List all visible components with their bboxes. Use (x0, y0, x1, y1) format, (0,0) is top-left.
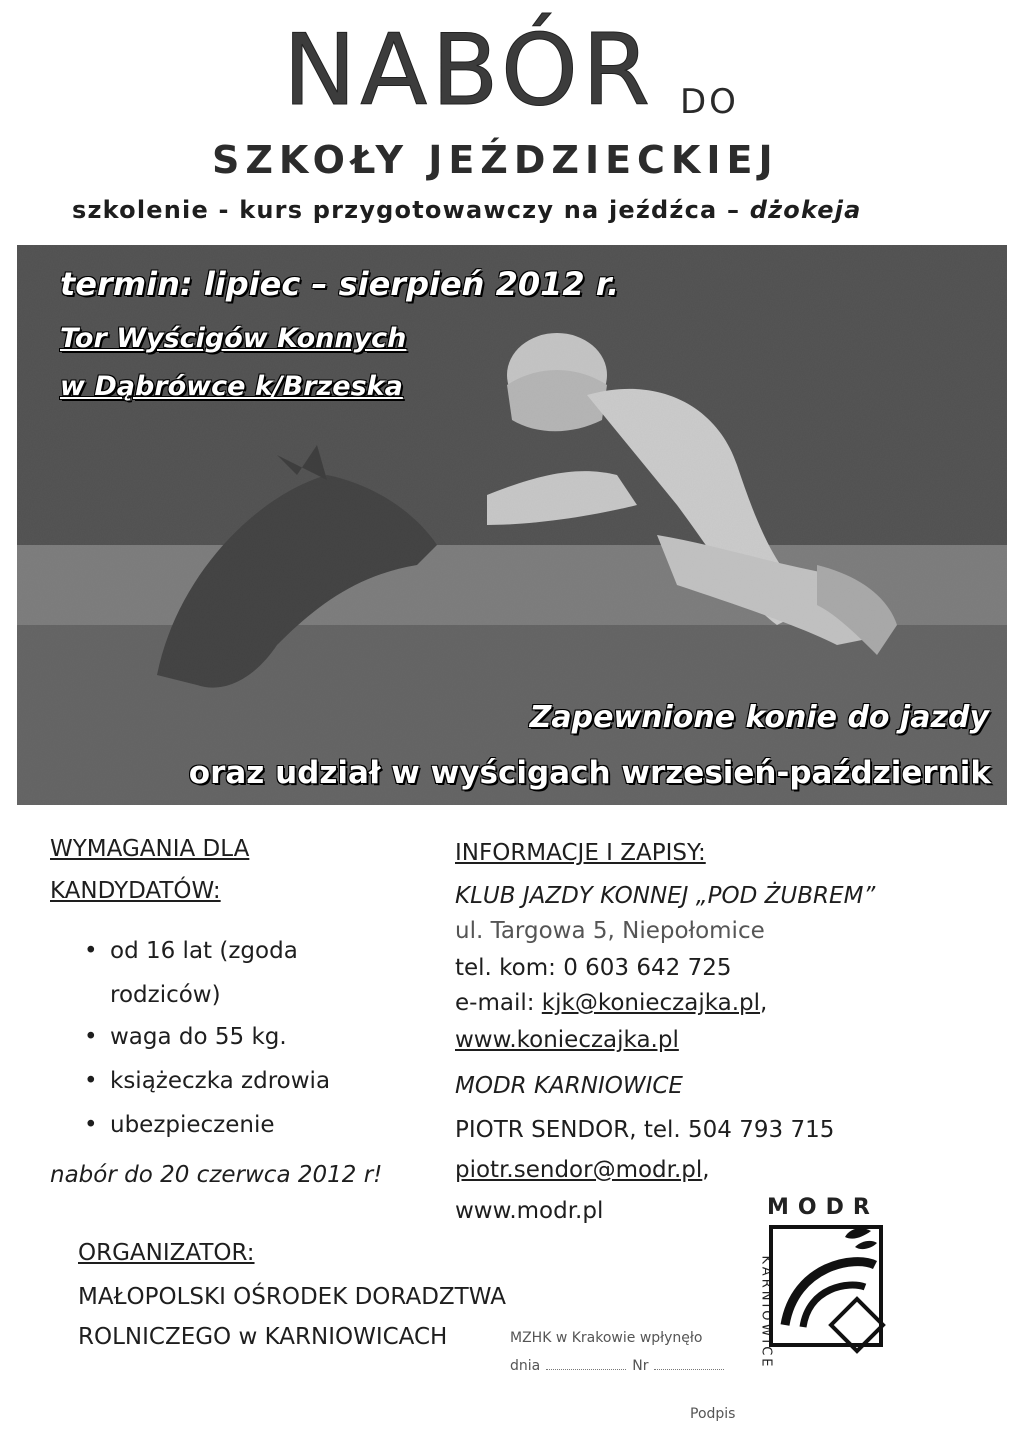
jockey-photo (17, 245, 1007, 805)
stamp-line-1: MZHK w Krakowie wpłynęło (510, 1330, 703, 1346)
requirements-heading-2: KANDYDATÓW: (50, 878, 221, 904)
requirement-item-insurance: • ubezpieczenie (110, 1112, 275, 1140)
contact-website[interactable]: www.modr.pl (455, 1198, 604, 1224)
tagline-text: szkolenie - kurs przygotowawczy na jeźdźca – (72, 196, 750, 224)
poster-subtitle: SZKOŁY JEŹDZIECKIEJ (212, 138, 779, 182)
requirement-item-weight: • waga do 55 kg. (110, 1024, 287, 1052)
venue-line-2: w Dąbrówce k/Brzeska (60, 371, 403, 402)
tagline-italic: dżokeja (749, 196, 862, 224)
stamp-date-label: dnia (510, 1358, 541, 1374)
poster-tagline (72, 196, 862, 224)
contact-person: PIOTR SENDOR, tel. 504 793 715 (455, 1117, 835, 1143)
stamp-signature-label: Podpis (690, 1406, 736, 1422)
venue-line-1: Tor Wyścigów Konnych (60, 323, 407, 354)
enrollment-deadline: nabór do 20 czerwca 2012 r! (50, 1162, 383, 1188)
info-heading: INFORMACJE I ZAPISY: (455, 840, 706, 866)
club-address: ul. Targowa 5, Niepołomice (455, 918, 765, 944)
organizer-heading: ORGANIZATOR: (78, 1240, 255, 1266)
contact-email-line (455, 1157, 710, 1185)
logo-text-top: MODR (767, 1195, 879, 1220)
requirements-heading-1: WYMAGANIA DLA (50, 836, 250, 862)
stamp-number-label: Nr (632, 1358, 649, 1374)
promo-line-1: Zapewnione konie do jazdy (529, 700, 989, 735)
requirement-item-health: • książeczka zdrowia (110, 1068, 330, 1096)
course-dates: termin: lipiec – sierpień 2012 r. (60, 265, 620, 303)
requirement-item-age-cont: rodziców) (110, 982, 221, 1008)
poster-title-suffix: DO (680, 82, 739, 122)
club-website-link[interactable]: www.konieczajka.pl (455, 1027, 679, 1053)
receipt-stamp (510, 1330, 770, 1430)
logo-text-side: KARNIOWICE (758, 1255, 774, 1370)
email-prefix: e-mail: (455, 990, 542, 1016)
club-email-line (455, 990, 767, 1018)
stamp-line-2 (510, 1358, 724, 1374)
contact-email-link[interactable]: piotr.sendor@modr.pl (455, 1157, 703, 1183)
poster-title: NABÓR (283, 14, 655, 128)
club-phone: tel. kom: 0 603 642 725 (455, 955, 732, 981)
promo-line-2: oraz udział w wyścigach wrzesień-październik (188, 755, 991, 791)
requirement-item-age: • od 16 lat (zgoda (110, 938, 298, 966)
contact-email-suffix: , (702, 1157, 710, 1183)
club-email-link[interactable]: kjk@konieczajka.pl (541, 990, 761, 1016)
organizer-line-1: MAŁOPOLSKI OŚRODEK DORADZTWA (78, 1284, 506, 1310)
org2-name: MODR KARNIOWICE (455, 1073, 683, 1099)
club-name: KLUB JAZDY KONNEJ „POD ŻUBREM” (455, 883, 876, 909)
organizer-line-2: ROLNICZEGO w KARNIOWICACH (78, 1324, 448, 1350)
email-suffix: , (760, 990, 768, 1016)
